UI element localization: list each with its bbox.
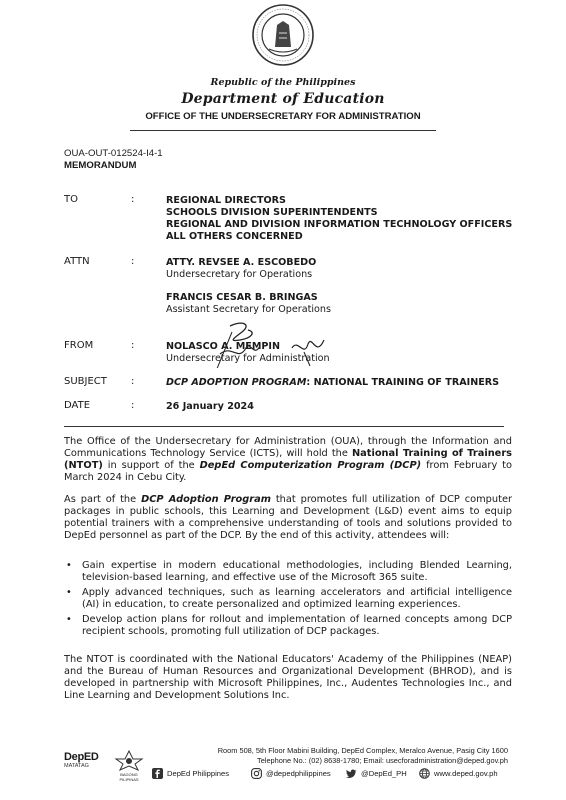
to-recipient-1: REGIONAL DIRECTORS	[166, 195, 286, 206]
bullet-icon: •	[66, 587, 72, 598]
instagram-icon	[251, 768, 262, 779]
bullet-icon: •	[66, 614, 72, 625]
paragraph-3: The NTOT is coordinated with the National Educators' Academy of the Philippines (NEAP) and the Bureau of Human Resources and Organizational Development (BHROD), and is developed in partnership with Microsoft Philippines, Inc., Audentes Technologies Inc., and Line Learning and Development Solutions Inc.	[64, 654, 512, 701]
date-colon: :	[131, 400, 135, 411]
instagram-label: @depedphilippines	[266, 769, 331, 778]
list-item	[64, 587, 512, 611]
matatag-text: MATATAG	[64, 763, 89, 769]
list-item	[64, 614, 512, 638]
republic-text: Republic of the Philippines	[210, 77, 356, 88]
subject-label: SUBJECT	[64, 376, 107, 387]
paragraph-2	[64, 494, 512, 542]
attn-colon: :	[131, 256, 135, 267]
bagong-pilipinas-text: BAGONG PILIPINAS	[119, 772, 139, 782]
from-label: FROM	[64, 340, 94, 351]
address-line-1: Room 508, 5th Floor Mabini Building, DepEd Complex, Meralco Avenue, Pasig City 1600	[217, 746, 508, 755]
p1-text-a: The Office of the Undersecretary for Administration (OUA), through the Information and Communications Technology Service (ICTS), will hold the	[64, 436, 512, 459]
attn-label: ATTN	[64, 256, 90, 267]
bagong-pilipinas-logo	[114, 749, 144, 781]
date-value: 26 January 2024	[166, 401, 254, 412]
list-item	[64, 560, 512, 584]
deped-matatag-logo	[64, 751, 108, 777]
to-recipient-2: SCHOOLS DIVISION SUPERINTENDENTS	[166, 207, 378, 218]
date-label: DATE	[64, 400, 91, 411]
bagong-pilipinas-icon	[114, 749, 144, 771]
to-colon: :	[131, 194, 135, 205]
to-recipient-4: ALL OTHERS CONCERNED	[166, 231, 303, 242]
subject-value	[166, 377, 499, 389]
p1-dcp: DepEd Computerization Program (DCP)	[199, 460, 422, 471]
subject-colon: :	[131, 376, 135, 387]
bullet-icon: •	[66, 560, 72, 571]
memo-label: MEMORANDUM	[64, 160, 137, 171]
instagram-link[interactable]	[251, 768, 331, 779]
department-title: Department of Education	[181, 91, 385, 107]
attn-name-2: FRANCIS CESAR B. BRINGAS	[166, 292, 318, 303]
bullet-text: Develop action plans for rollout and implementation of learned concepts among DCP recipient schools, promoting full utilization of DCP packages.	[82, 614, 512, 637]
signature-mark	[212, 318, 332, 368]
bullet-text: Gain expertise in modern educational methodologies, including Blended Learning, television-based learning, and effective use of the Microsoft 365 suite.	[82, 560, 512, 583]
from-title: Undersecretary for Administration	[166, 353, 330, 364]
address-line-2: Telephone No.: (02) 8638-1780; Email: usecforadministration@deped.gov.ph	[257, 756, 508, 765]
from-name: NOLASCO A. MEMPIN	[166, 341, 281, 352]
to-label: TO	[64, 194, 78, 205]
globe-icon	[419, 768, 430, 779]
website-label: www.deped.gov.ph	[434, 769, 498, 778]
twitter-link[interactable]	[346, 768, 407, 779]
website-link[interactable]	[419, 768, 498, 779]
bullet-text: Apply advanced techniques, such as learning accelerators and artificial intelligence (AI) in education, to create personalized and optimized learning experiences.	[82, 587, 512, 610]
p2-text-c: that promotes full utilization of DCP computer packages in public schools, this Learning and Development (L&D) event aims to equip potential trainers with a comprehensive understanding of tools and solutions provided to DepEd personnel as part of the DCP. By the end of this activity, attendees will:	[64, 494, 512, 541]
attn-name-1: ATTY. REVSEE A. ESCOBEDO	[166, 257, 317, 268]
office-title: OFFICE OF THE UNDERSECRETARY FOR ADMINISTRATION	[145, 111, 421, 122]
twitter-icon	[346, 768, 357, 779]
memo-number: OUA-OUT-012524-I4-1	[64, 148, 163, 159]
from-colon: :	[131, 340, 135, 351]
attn-title-2: Assistant Secretary for Operations	[166, 304, 331, 315]
attn-title-1: Undersecretary for Operations	[166, 269, 313, 280]
facebook-label: DepEd Philippines	[167, 769, 230, 778]
paragraph-1	[64, 436, 512, 484]
facebook-icon	[152, 768, 163, 779]
body-divider	[64, 426, 504, 427]
facebook-link[interactable]	[152, 768, 229, 779]
p2-text-a: As part of the	[64, 494, 142, 505]
header-divider	[130, 130, 436, 131]
to-recipient-3: REGIONAL AND DIVISION INFORMATION TECHNOLOGY OFFICERS	[166, 219, 513, 230]
deped-seal-logo	[251, 3, 315, 67]
footer-address	[218, 746, 508, 766]
subject-rest: : NATIONAL TRAINING OF TRAINERS	[306, 377, 500, 388]
p1-text-e: from February to March 2024 in Cebu City.	[64, 460, 513, 483]
twitter-label: @DepEd_PH	[361, 769, 407, 778]
p2-program: DCP Adoption Program	[141, 494, 271, 505]
objectives-list	[64, 560, 512, 641]
p1-text-c: in support of the	[102, 460, 200, 471]
deped-logo-text: DepED	[64, 751, 99, 763]
subject-program: DCP ADOPTION PROGRAM	[166, 377, 307, 388]
p1-ntot: National Training of Trainers (NTOT)	[64, 448, 512, 471]
